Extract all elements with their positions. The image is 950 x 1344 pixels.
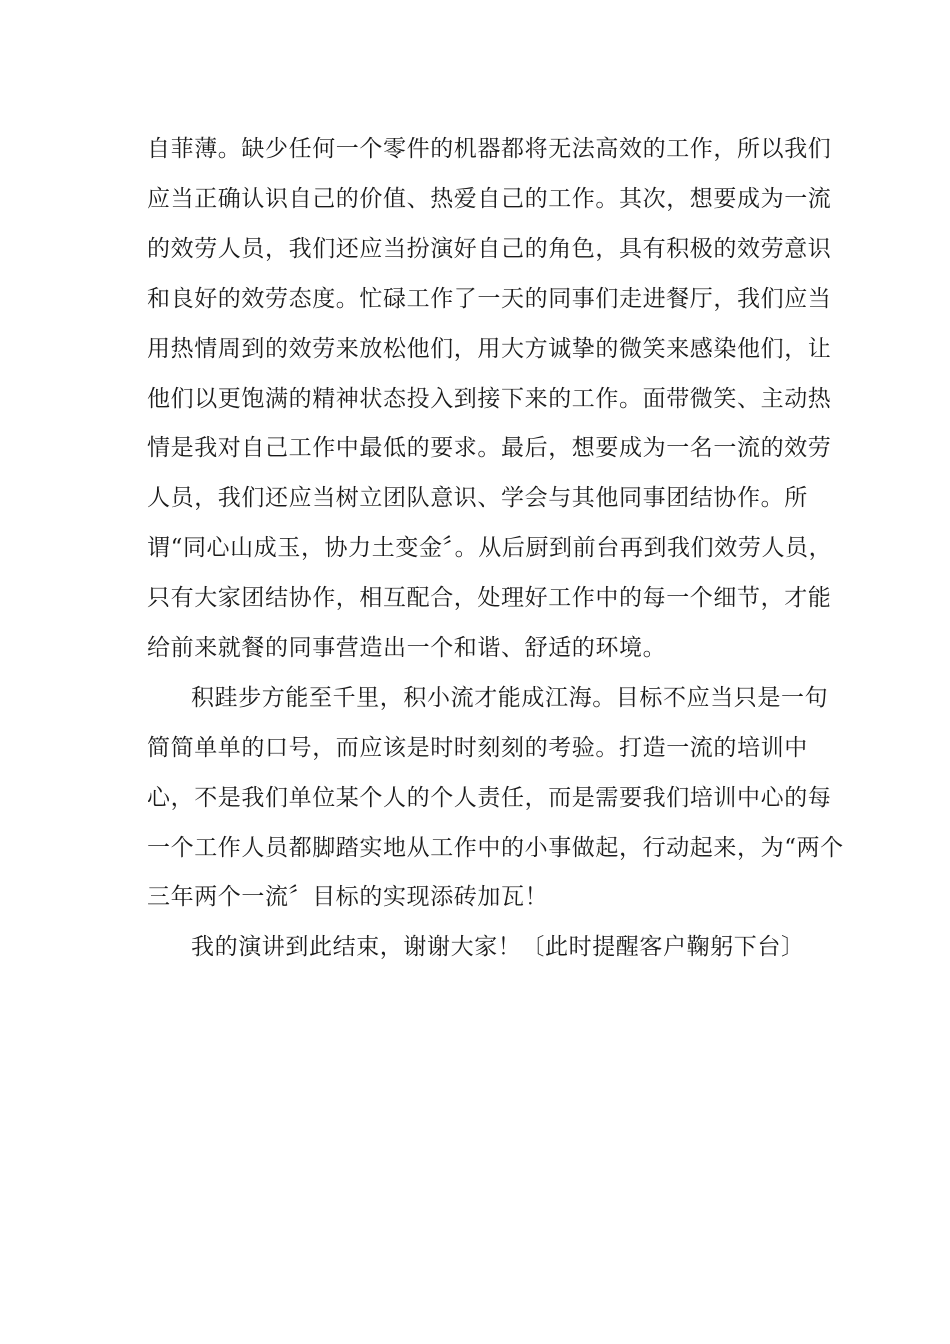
- paragraph-1-line-10: 只有大家团结协作，相互配合，处理好工作中的每一个细节，才能: [147, 585, 832, 611]
- paragraph-1-line-9: 谓“同心山成玉，协力土变金〞。从后厨到前台再到我们效劳人员，: [147, 535, 833, 561]
- paragraph-1-line-8: 人员，我们还应当树立团队意识、学会与其他同事团结协作。所: [147, 485, 808, 511]
- paragraph-1-line-11: 给前来就餐的同事营造出一个和谐、舒适的环境。: [147, 635, 667, 661]
- paragraph-1-line-7: 情是我对自己工作中最低的要求。最后，想要成为一名一流的效劳: [147, 435, 832, 461]
- paragraph-2-line-5: 三年两个一流〞目标的实现添砖加瓦！: [147, 884, 549, 910]
- paragraph-1-line-4: 和良好的效劳态度。忙碌工作了一天的同事们走进餐厅，我们应当: [147, 286, 832, 312]
- paragraph-1-line-2: 应当正确认识自己的价值、热爱自己的工作。其次，想要成为一流: [147, 186, 832, 212]
- paragraph-1-line-3: 的效劳人员，我们还应当扮演好自己的角色，具有积极的效劳意识: [147, 236, 832, 262]
- paragraph-1-line-1: 自菲薄。缺少任何一个零件的机器都将无法高效的工作，所以我们: [147, 136, 832, 162]
- paragraph-2-line-3: 心，不是我们单位某个人的个人责任，而是需要我们培训中心的每: [147, 785, 832, 811]
- paragraph-2-line-2: 简简单单的口号，而应该是时时刻刻的考验。打造一流的培训中: [147, 735, 808, 761]
- paragraph-2-line-1: 积跬步方能至千里，积小流才能成江海。目标不应当只是一句: [191, 685, 829, 711]
- paragraph-1-line-5: 用热情周到的效劳来放松他们，用大方诚挚的微笑来感染他们，让: [147, 336, 832, 362]
- paragraph-1-line-6: 他们以更饱满的精神状态投入到接下来的工作。面带微笑、主动热: [147, 386, 832, 412]
- paragraph-2-line-4: 一个工作人员都脚踏实地从工作中的小事做起，行动起来，为“两个: [147, 835, 844, 861]
- paragraph-3-line-1: 我的演讲到此结束，谢谢大家！〔此时提醒客户鞠躬下台〕: [191, 934, 805, 960]
